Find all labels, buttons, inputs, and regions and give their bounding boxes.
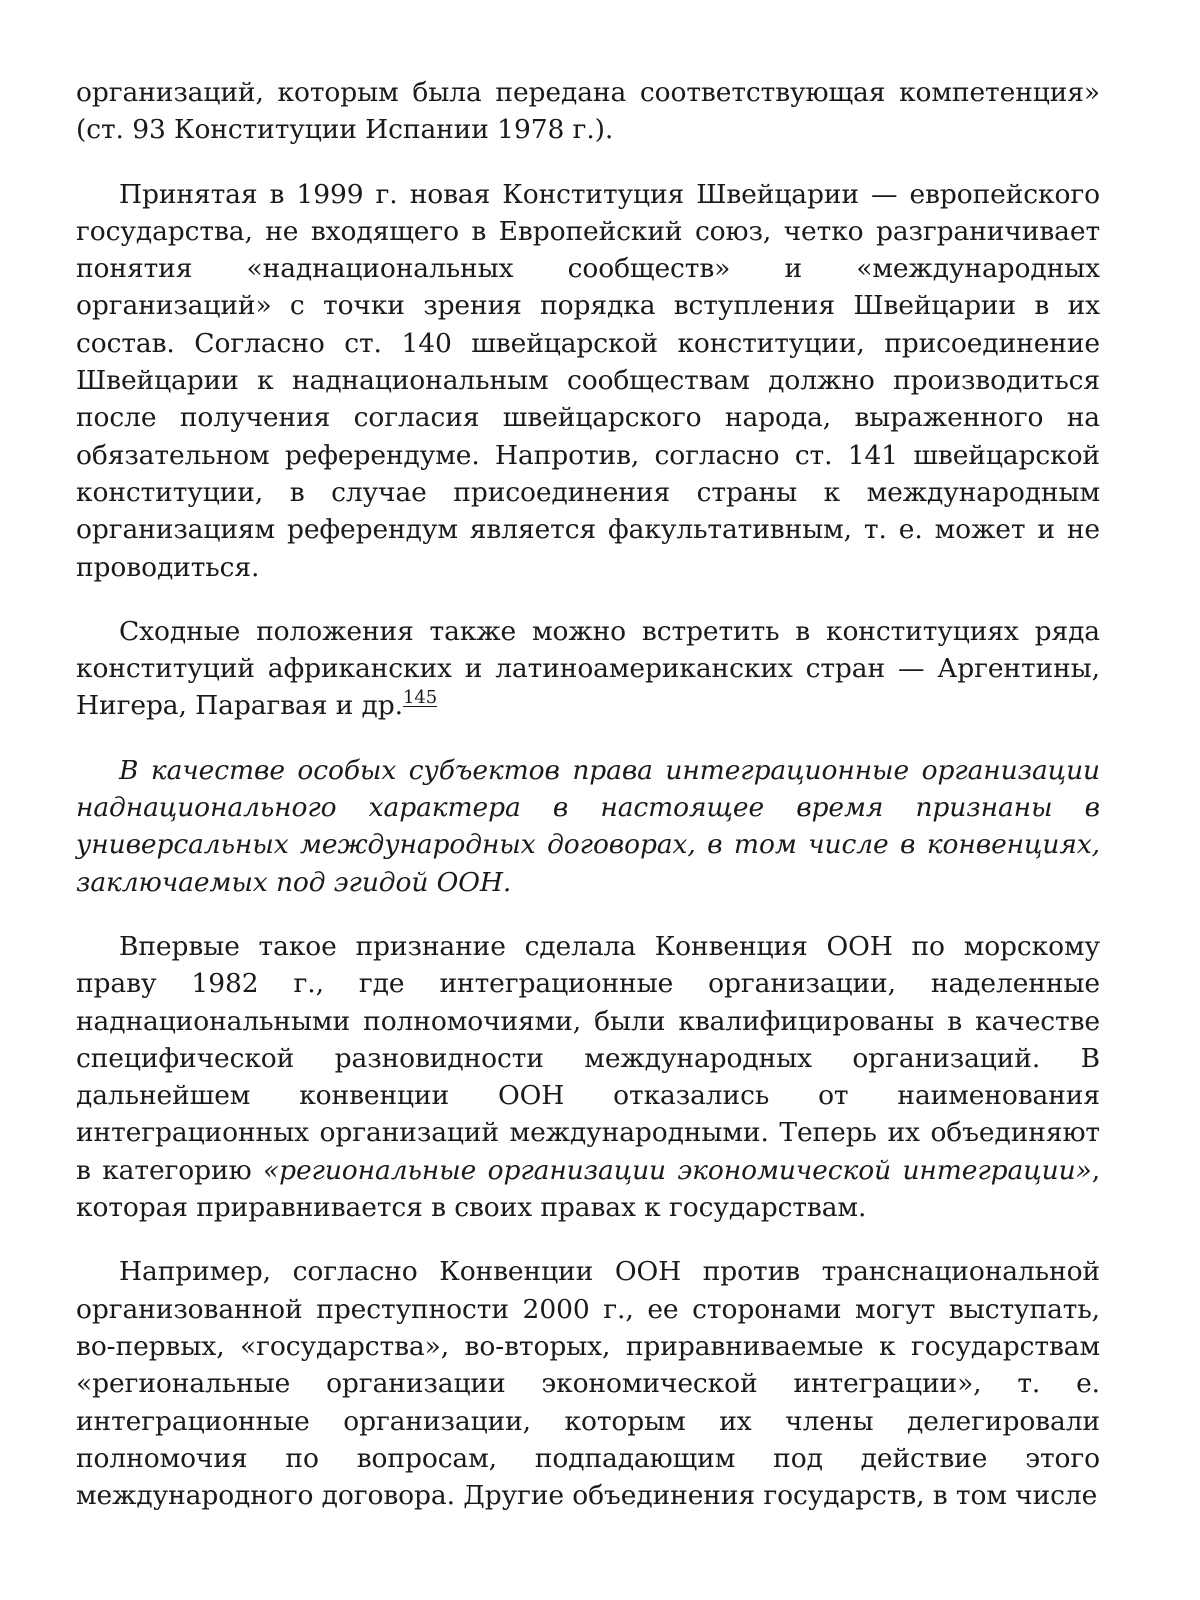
paragraph-text: , которая приравнивается в своих правах к государствам. bbox=[76, 1154, 1101, 1224]
paragraph-continuation bbox=[76, 74, 1100, 149]
paragraph-text: Сходные положения также можно встретить в конституциях ряда конституций африканских и латиноамериканских стран — Аргентины, Нигера, Парагвая и др. bbox=[76, 615, 1100, 722]
document-page bbox=[76, 74, 1100, 1541]
paragraph-text: Например, согласно Конвенции ООН против транснациональной организованной преступности 2000 г., ее сторонами могут выступать, во-первых, «государства», во-вторых, приравниваемые к государствам «региональные организации экономической интеграции», т. е. интеграционные организации, которым их члены делегировали полномочия по вопросам, подпадающим под действие этого международного договора. Другие объединения государств, в том числе bbox=[76, 1256, 1100, 1512]
paragraph-text: организаций, которым была передана соответствующая компетенция» (ст. 93 Конституции Испании 1978 г.). bbox=[76, 77, 1100, 146]
italic-term: «региональные организации экономической интеграции» bbox=[262, 1154, 1092, 1186]
paragraph-text: Принятая в 1999 г. новая Конституция Швейцарии — европейского государства, не входящего в Европейский союз, четко разграничивает понятия «наднациональных сообществ» и «международных организаций» с точки зрения порядка вступления Швейцарии в их состав. Согласно ст. 140 швейцарской конституции, присоединение Швейцарии к наднациональным сообществам должно производиться после получения согласия швейцарского народа, выраженного на обязательном референдуме. Напротив, согласно ст. 141 швейцарской конституции, в случае присоединения страны к международным организациям референдум является факультативным, т. е. может и не проводиться. bbox=[76, 178, 1100, 583]
paragraph-text: Впервые такое признание сделала Конвенция ООН по морскому праву 1982 г., где интеграционные организации, наделенные наднациональными полномочиями, были квалифицированы в качестве специфической разновидности международных организаций. В дальнейшем конвенции ООН отказались от наименования интеграционных организаций международными. Теперь их объединяют в категорию bbox=[76, 930, 1100, 1186]
footnote-link[interactable]: 145 bbox=[402, 687, 438, 709]
paragraph-italic-thesis bbox=[76, 752, 1100, 901]
paragraph-text: В качестве особых субъектов права интеграционные организации наднационального характера в настоящее время признаны в универсальных международных договорах, в том числе в конвенциях, заключаемых под эгидой ООН. bbox=[76, 754, 1100, 898]
paragraph-similar-provisions bbox=[76, 613, 1100, 725]
paragraph-organized-crime-convention bbox=[76, 1253, 1100, 1514]
paragraph-swiss-constitution bbox=[76, 176, 1100, 586]
paragraph-law-of-sea-convention bbox=[76, 928, 1100, 1226]
